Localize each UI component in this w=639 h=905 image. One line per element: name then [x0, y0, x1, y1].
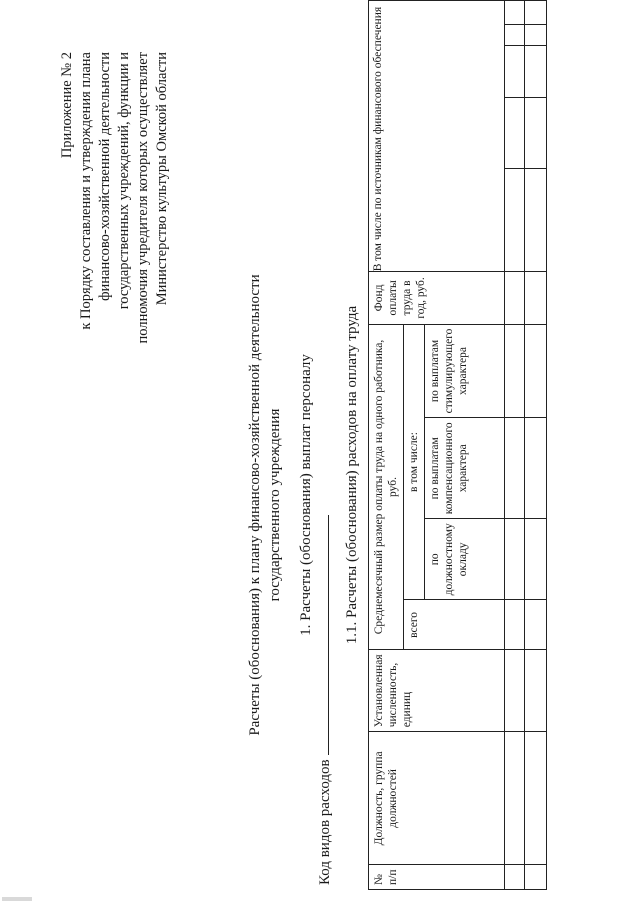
header-avg-salary: Среднемесячный размер оплаты труда на одного работника, руб.: [369, 324, 404, 650]
header-sources: В том числе по источникам финансового обеспечения: [369, 1, 505, 272]
appendix-block: [58, 52, 172, 572]
appendix-line: государственных учреждений, функции и: [116, 52, 132, 310]
appendix-line: полномочия учредителя которых осуществляет: [135, 52, 151, 344]
appendix-line: Министерство культуры Омской области: [154, 52, 170, 306]
header-num: № п/п: [369, 865, 505, 890]
document-title: Расчеты (обоснования) к плану финансово-хозяйственной деятельности: [247, 274, 263, 736]
expense-code-field: [314, 515, 334, 885]
header-stimulating: по выплатам стимулирующего характера: [425, 324, 505, 418]
header-headcount: Установленная численность, единиц: [369, 650, 505, 732]
appendix-line: Приложение № 2: [59, 52, 75, 159]
header-position: Должность, группа должностей: [369, 732, 505, 865]
document-subtitle: государственного учреждения: [267, 408, 283, 602]
table-row: [505, 1, 525, 890]
section-heading-1: 1. Расчеты (обоснования) выплат персоналу: [298, 354, 314, 636]
header-fund: Фонд оплаты труда в год, руб.: [369, 272, 505, 324]
appendix-line: финансово-хозяйственной деятельности: [97, 52, 113, 301]
appendix-line: к Порядку составления и утверждения плана: [78, 52, 94, 330]
header-total: всего: [404, 600, 505, 650]
section-heading-1-1: 1.1. Расчеты (обоснования) расходов на оплату труда: [344, 305, 360, 645]
labor-cost-table: [368, 0, 547, 890]
header-including: в том числе:: [404, 324, 425, 600]
expense-code-blank-line: [314, 515, 329, 755]
header-compensation: по выплатам компенсационного характера: [425, 418, 505, 519]
header-by-salary: по должностному окладу: [425, 519, 505, 600]
expense-code-label: Код видов расходов: [317, 759, 333, 885]
table-row: [525, 1, 547, 890]
scan-mark: [2, 897, 32, 901]
